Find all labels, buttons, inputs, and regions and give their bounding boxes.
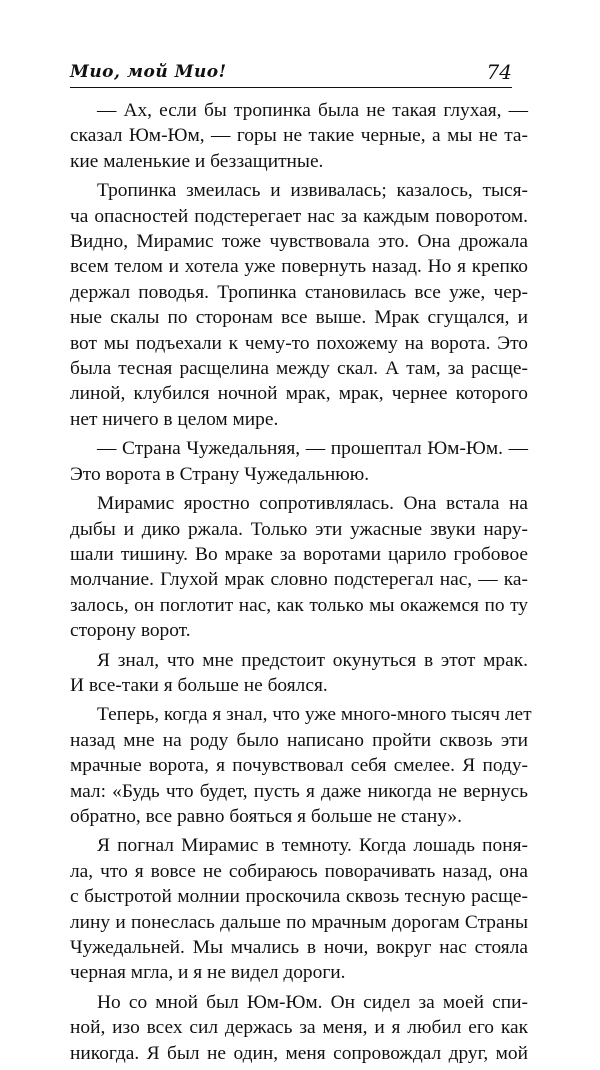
text-line: нет ничего в целом мире. [70, 408, 279, 430]
text-line: держал поводья. Тропинка становилась все уже, чер- [70, 281, 528, 303]
page-header [70, 62, 512, 90]
paragraph [70, 990, 528, 1066]
text-line: ла, что я вовсе не собираюсь поворачивать назад, она [70, 860, 528, 882]
running-title: Мио, мой Мио! [70, 62, 227, 82]
header-rule [70, 87, 512, 88]
text-line: черная мгла, и я не видел дороги. [70, 962, 346, 984]
text-line: — Ах, если бы тропинка была не такая глухая, — [97, 100, 528, 121]
paragraph [70, 436, 528, 487]
text-line: сторону ворот. [70, 620, 191, 642]
text-line: сказал Юм-Юм, — горы не такие черные, а мы не та- [70, 125, 528, 147]
paragraph [70, 833, 528, 985]
text-line: — Страна Чужедальняя, — прошептал Юм-Юм. — [97, 438, 528, 460]
paragraph [70, 491, 528, 643]
paragraph [70, 178, 528, 432]
text-line: лину и понеслась дальше по мрачным дорогам Страны [70, 911, 528, 933]
text-line: Но со мной был Юм-Юм. Он сидел за моей спи- [97, 991, 528, 1013]
text-line: ные скалы по сторонам все выше. Мрак сгущался, и [70, 307, 528, 329]
text-line: обратно, все равно бояться я больше не стану». [70, 805, 462, 827]
text-line: Теперь, когда я знал, что уже много-много тысяч лет [97, 704, 532, 726]
text-line: никогда. Я был не один, меня сопровождал друг, мой [70, 1042, 528, 1064]
text-line: кие маленькие и беззащитные. [70, 150, 324, 172]
text-line: ной, изо всех сил держась за меня, и я любил его как [70, 1017, 528, 1039]
text-line: вот мы подъехали к чему-то похожему на ворота. Это [70, 332, 528, 354]
text-line: Я погнал Мирамис в темноту. Когда лошадь поня- [97, 835, 528, 857]
text-line: ча опасностей подстерегает нас за каждым поворотом. [70, 205, 528, 227]
text-line: Мирамис яростно сопротивлялась. Она встала на [97, 493, 528, 515]
text-line: И все-таки я больше не боялся. [70, 674, 328, 696]
text-line: была тесная расщелина между скал. А там, за расще- [70, 358, 528, 380]
page-number: 74 [486, 60, 512, 84]
text-line: Это ворота в Страну Чужедальнюю. [70, 463, 370, 485]
text-line: назад мне на роду было написано пройти сквозь эти [70, 729, 528, 751]
text-line: с быстротой молнии проскочила сквозь тесную расще- [70, 886, 528, 908]
text-line: всем телом и хотела уже повернуть назад. Но я крепко [70, 256, 528, 278]
text-line: шали тишину. Во мраке за воротами царило гробовое [70, 543, 528, 565]
paragraph [70, 98, 528, 174]
paragraph [70, 648, 528, 699]
text-line: молчание. Глухой мрак словно подстерегал нас, — ка- [70, 569, 528, 591]
body-text [70, 98, 532, 1070]
paragraph [70, 702, 532, 829]
text-line: Чужедальней. Мы мчались в ночи, вокруг нас стояла [70, 937, 528, 958]
text-line: дыбы и дико ржала. Только эти ужасные звуки нару- [70, 518, 528, 540]
text-line: мрачные ворота, я почувствовал себя смелее. Я поду- [70, 755, 528, 777]
text-line: Тропинка змеилась и извивалась; казалось, тыся- [97, 180, 528, 202]
text-line: залось, он поглотит нас, как только мы окажемся по ту [70, 594, 528, 616]
text-line: Я знал, что мне предстоит окунуться в этот мрак. [97, 649, 528, 671]
text-line: линой, клубился ночной мрак, мрак, чернее которого [70, 383, 528, 405]
text-line: Видно, Мирамис тоже чувствовала это. Она дрожала [70, 231, 528, 253]
text-line: мал: «Будь что будет, пусть я даже никогда не вернусь [70, 780, 528, 802]
